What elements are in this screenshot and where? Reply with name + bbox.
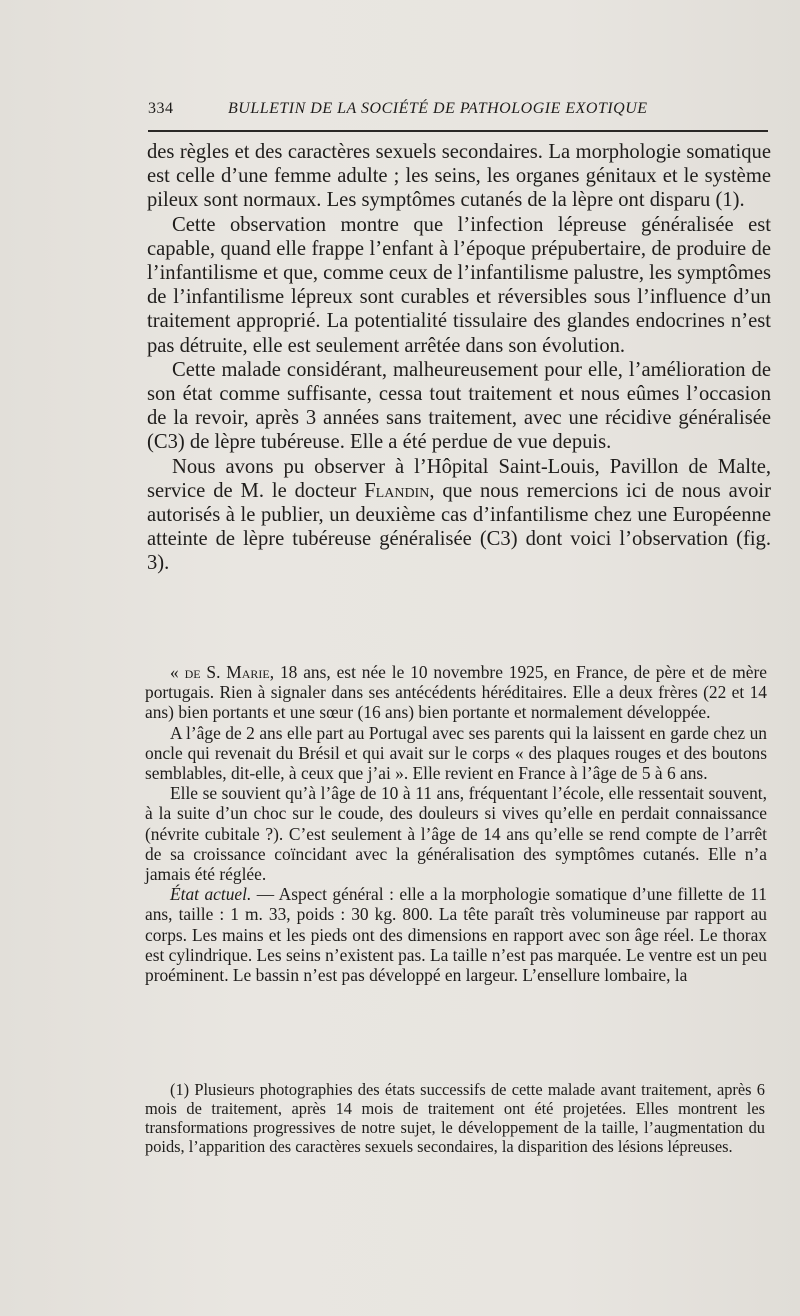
paragraph-3: Cette malade considérant, malheureusement pour elle, l’amélioration de son état comme suffisante, cessa tout traitement et nous eûmes l’occasion de la revoir, après 3 années sans traitement, avec une récidive généralisée (C3) de lèpre tubéreuse. Elle a été perdue de vue depuis. [147,358,771,454]
patient-name: de S. Marie [184,662,270,682]
observation-paragraph-3: Elle se souvient qu’à l’âge de 10 à 11 ans, fréquentant l’école, elle ressentait souvent, à la suite d’un choc sur le coude, des douleurs si vives qu’elle en perdait connaissance (névrite cubitale ?). C’est seulement à l’âge de 14 ans qu’elle se rend compte de l’arrêt de sa croissance coïncidant avec la généralisation des symptômes cutanés. Elle n’a jamais été réglée. [145,783,767,885]
doctor-name: Flandin [364,479,430,502]
paragraph-4 [147,455,771,576]
quote-open: « [170,662,185,682]
etat-actuel-label: État actuel. [170,884,252,905]
observation-text [145,662,767,985]
observation-paragraph-1 [145,662,767,723]
paragraph-4-start: Nous avons pu observer à l’Hôpital Saint-Louis, Pavillon de Malte, service de M. le docteur [147,455,771,502]
observation-paragraph-4 [145,884,767,985]
paragraph-1: des règles et des caractères sexuels secondaires. La morphologie somatique est celle d’une femme adulte ; les seins, les organes génitaux et le système pileux sont normaux. Les symptômes cutanés de la lèpre ont disparu (1). [147,141,771,212]
footnote [145,1080,765,1156]
journal-title: BULLETIN DE LA SOCIÉTÉ DE PATHOLOGIE EXOTIQUE [228,100,648,117]
observation-paragraph-4-rest: — Aspect général : elle a la morphologie somatique d’une fillette de 11 ans, taille : 1 m. 33, poids : 30 kg. 800. La tête paraît très volumineuse par rapport au corps. Les mains et les pieds ont des dimensions en rapport avec son âge réel. Le thorax est cylindrique. Les seins n’existent pas. La taille n’est pas marquée. Le ventre est un peu proéminent. Le bassin n’est pas développé en largeur. L’ensellure lombaire, la [145,884,768,986]
main-text [147,140,771,576]
observation-paragraph-1-rest: , 18 ans, est née le 10 novembre 1925, en France, de père et de mère portugais. Rien à signaler dans ses antécédents héréditaires. Elle a deux frères (22 et 14 ans) bien portants et une sœur (16 ans) bien portante et normalement développée. [145,662,768,723]
paragraph-4-end: , que nous remercions ici de nous avoir autorisés à le publier, un deuxième cas d’infantilisme chez une Européenne atteinte de lèpre tubéreuse généralisée (C3) dont voici l’observation (fig. 3). [147,479,771,575]
footnote-text: (1) Plusieurs photographies des états successifs de cette malade avant traitement, après 6 mois de traitement, après 14 mois de traitement ont été projetées. Elles montrent les transformations progressives de notre sujet, le développement de la taille, l’augmentation du poids, l’apparition des caractères sexuels secondaires, la disparition des lésions lépreuses. [145,1080,765,1156]
header-rule [148,130,768,132]
paragraph-2: Cette observation montre que l’infection lépreuse généralisée est capable, quand elle frappe l’enfant à l’époque prépubertaire, de produire de l’infantilisme et que, comme ceux de l’infantilisme palustre, les symptômes de l’infantilisme lépreux sont curables et réversibles sous l’influence d’un traitement approprié. La potentialité tissulaire des glandes endocrines n’est pas détruite, elle est seulement arrêtée dans son évolution. [147,213,771,357]
observation-paragraph-2: A l’âge de 2 ans elle part au Portugal avec ses parents qui la laissent en garde chez un oncle qui revenait du Brésil et qui avait sur le corps « des plaques rouges et des boutons semblables, dit-elle, à ceux que j’ai ». Elle revient en France à l’âge de 5 à 6 ans. [145,722,767,784]
page-number: 334 [148,100,174,117]
